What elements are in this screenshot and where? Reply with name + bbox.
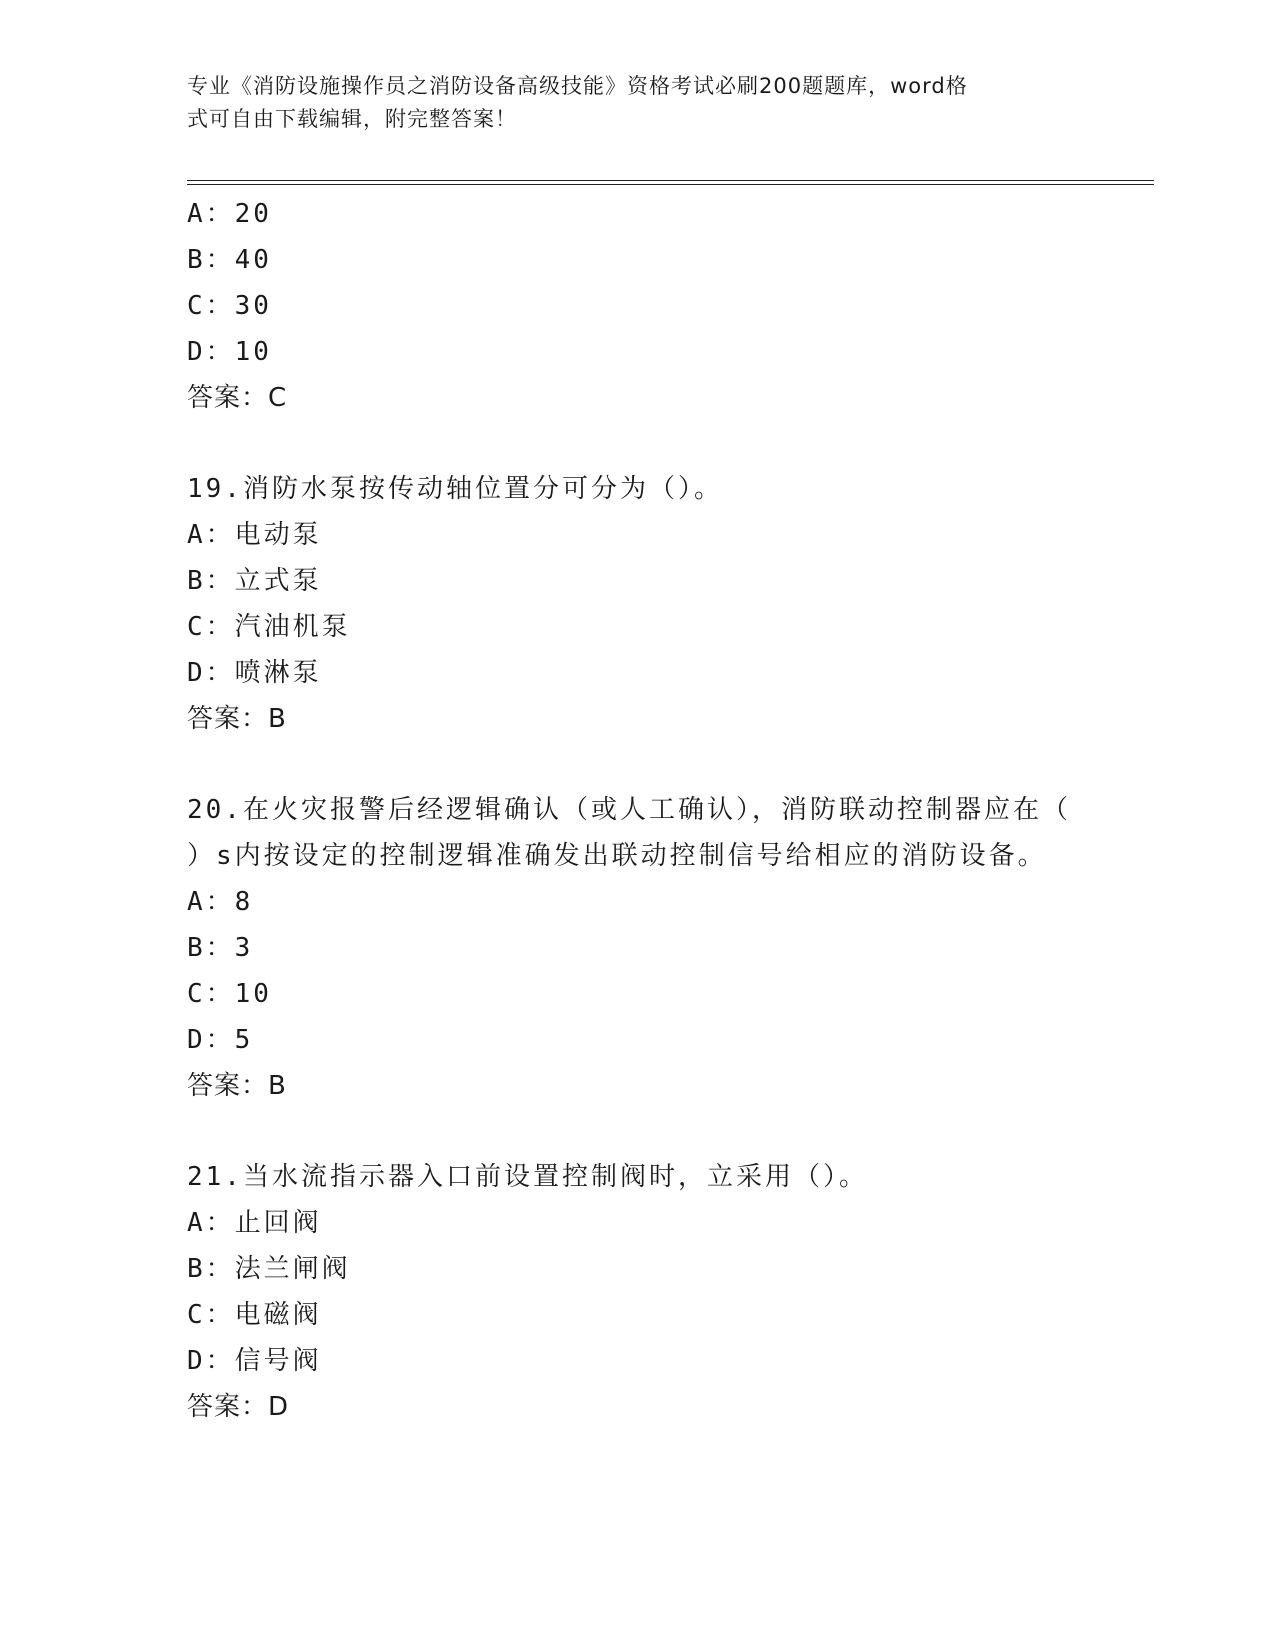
document-header: [187, 70, 1067, 136]
question-text: 19.消防水泵按传动轴位置分可分为（）。: [187, 474, 723, 504]
question-21: [187, 1154, 1087, 1430]
option-d: D：5: [187, 1025, 254, 1055]
header-divider-top: [187, 180, 1154, 181]
question-18: [187, 191, 1087, 421]
option-b: B：立式泵: [187, 566, 322, 596]
header-line-1: 专业《消防设施操作员之消防设备高级技能》资格考试必刷200题题库，word格: [187, 74, 968, 98]
question-text-line-2: ）s内按设定的控制逻辑准确发出联动控制信号给相应的消防设备。: [187, 841, 1047, 871]
option-d: D：10: [187, 337, 272, 367]
option-c: C：电磁阀: [187, 1300, 322, 1330]
question-19: [187, 466, 1087, 742]
answer: 答案：B: [187, 1071, 287, 1101]
option-a: A：电动泵: [187, 520, 322, 550]
answer: 答案：C: [187, 383, 288, 413]
option-d: D：喷淋泵: [187, 658, 322, 688]
question-text: 21.当水流指示器入口前设置控制阀时，立采用（）。: [187, 1162, 868, 1192]
option-b: B：40: [187, 245, 272, 275]
option-a: A：20: [187, 199, 272, 229]
option-c: C：10: [187, 979, 272, 1009]
header-divider-bottom: [187, 184, 1154, 185]
question-text-line-1: 20.在火灾报警后经逻辑确认（或人工确认），消防联动控制器应在（: [187, 795, 1071, 825]
option-c: C：30: [187, 291, 272, 321]
option-a: A：止回阀: [187, 1208, 322, 1238]
question-list: [187, 191, 1087, 1430]
option-a: A：8: [187, 887, 254, 917]
question-20: [187, 787, 1087, 1109]
option-b: B：3: [187, 933, 254, 963]
header-line-2: 式可自由下载编辑，附完整答案！: [187, 107, 517, 131]
answer: 答案：D: [187, 1392, 290, 1422]
option-d: D：信号阀: [187, 1346, 322, 1376]
option-c: C：汽油机泵: [187, 612, 351, 642]
option-b: B：法兰闸阀: [187, 1254, 351, 1284]
answer: 答案：B: [187, 704, 287, 734]
